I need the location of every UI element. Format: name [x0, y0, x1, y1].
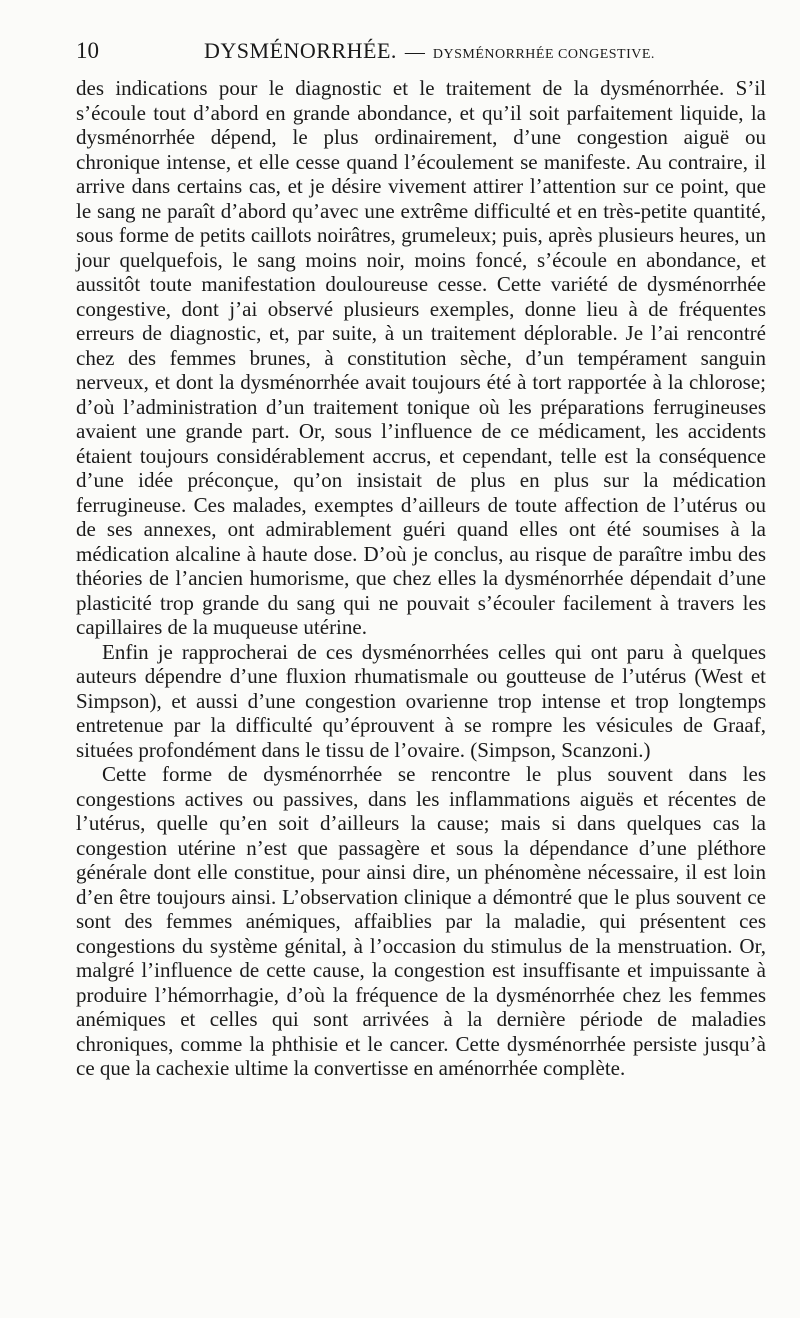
paragraph: Enfin je rapprocherai de ces dysménorrhées celles qui ont paru à quelques auteurs dépendre d’une fluxion rhumatismale ou goutteuse de l’utérus (West et Simpson), et aussi d’une congestion ovarienne trop intense et trop longtemps entretenue par la difficulté qu’éprouvent à se rompre les vésicules de Graaf, situées profondément dans le tissu de l’ovaire. (Simpson, Scanzoni.)	[76, 639, 766, 762]
body-text	[76, 76, 766, 1081]
paragraph-continued: des indications pour le diagnostic et le traitement de la dysménorrhée. S’il s’écoule tout d’abord en grande abondance, et qu’il soit parfaitement liquide, la dysménorrhée dépend, le plus ordinairement, d’une congestion aiguë ou chronique intense, et elle cesse quand l’écoulement se manifeste. Au contraire, il arrive dans certains cas, et je désire vivement attirer l’attention sur ce point, que le sang ne paraît d’abord qu’avec une extrême difficulté et en très-petite quantité, sous forme de petits caillots noirâtres, grumeleux; puis, après plusieurs heures, un jour quelquefois, le sang moins noir, moins foncé, s’écoule en abondance, et aussitôt toute manifestation douloureuse cesse. Cette variété de dysménorrhée congestive, dont j’ai observé plusieurs exemples, donne lieu à de fréquentes erreurs de diagnostic, et, par suite, à un traitement déplorable. Je l’ai rencontré chez des femmes brunes, à constitution sèche, d’un tempérament sanguin nerveux, et dont la dysménorrhée avait toujours été à tort rapportée à la chlorose; d’où l’administration d’un traitement tonique où les préparations ferrugineuses avaient une grande part. Or, sous l’influence de ce médicament, les accidents étaient toujours considérablement accrus, et cependant, telle est la conséquence d’une idée préconçue, qu’on insistait de plus en plus sur la médication ferrugineuse. Ces malades, exemptes d’ailleurs de toute affection de l’utérus ou de ses annexes, ont admirablement guéri quand elles ont été soumises à la médication alcaline à haute dose. D’où je conclus, au risque de paraître imbu des théories de l’ancien humorisme, que chez elles la dysménorrhée dépendait d’une plasticité trop grande du sang qui ne pouvait s’écouler facilement à travers les capillaires de la muqueuse utérine.	[76, 76, 766, 639]
running-subtitle: DYSMÉNORRHÉE CONGESTIVE.	[432, 47, 655, 62]
running-title: DYSMÉNORRHÉE.	[204, 38, 397, 63]
paragraph: Cette forme de dysménorrhée se rencontre le plus souvent dans les congestions actives ou passives, dans les inflammations aiguës et récentes de l’utérus, quelle qu’en soit d’ailleurs la cause; mais si dans quelques cas la congestion utérine n’est que passagère et sous la dépendance d’une pléthore générale dont elle constitue, pour ainsi dire, un phénomène nécessaire, il est loin d’en être toujours ainsi. L’observation clinique a démontré que le plus souvent ce sont des femmes anémiques, affaiblies par la maladie, qui présentent ces congestions du système génital, à l’occasion du stimulus de la menstruation. Or, malgré l’influence de cette cause, la congestion est insuffisante et impuissante à produire l’hémorrhagie, d’où la fréquence de la dysménorrhée chez les femmes anémiques et celles qui sont arrivées à la dernière période de maladies chroniques, comme la phthisie et le cancer. Cette dysménorrhée persiste jusqu’à ce que la cachexie ultime la convertisse en aménorrhée complète.	[76, 762, 766, 1080]
page-number: 10	[76, 38, 99, 63]
running-header	[76, 38, 766, 68]
header-separator: —	[404, 41, 425, 63]
